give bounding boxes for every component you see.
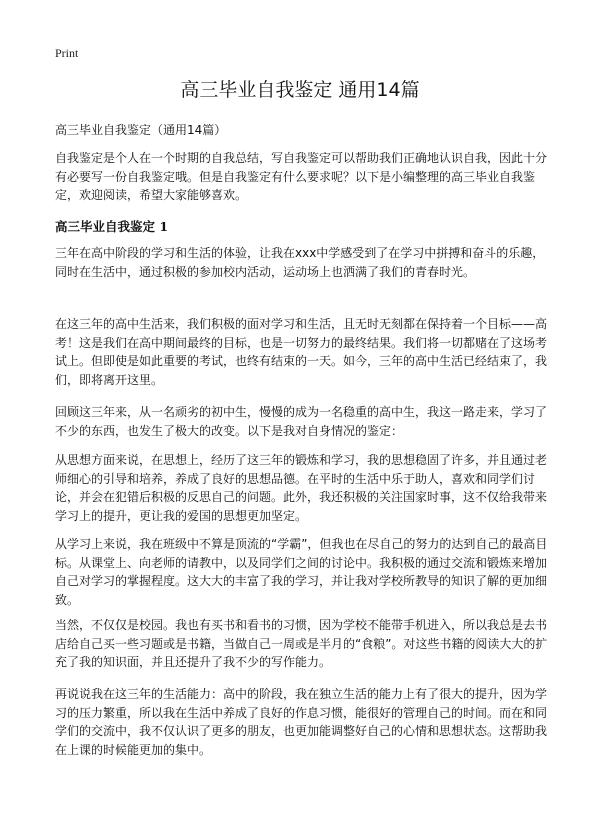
print-link[interactable]: Print xyxy=(55,46,79,60)
body-paragraph: 当然，不仅仅是校园。我也有买书和看书的习惯，因为学校不能带手机进入，所以我总是去书店给自己买一些习题或是书籍，当做自己一周或是半月的“食粮”。对这些书籍的阅读大大的扩充了我的知识面，并且还提升了我不少的写作能力。 xyxy=(55,618,548,670)
body-paragraph: 从学习上来说，我在班级中不算是顶流的“学霸”，但我也在尽自己的努力的达到自己的最高目标。从课堂上、向老师的请教中，以及同学们之间的讨论中。我积极的通过交流和锻炼来增加自己对学习的掌握程度。这大大的丰富了我的学习，并让我对学校所教导的知识了解的更加细致。 xyxy=(55,537,548,607)
body-paragraph: 三年在高中阶段的学习和生活的体验，让我在xxx中学感受到了在学习中拼搏和奋斗的乐趣，同时在生活中，通过积极的参加校内活动，运动场上也洒满了我们的青春时光。 xyxy=(55,246,545,279)
section-heading: 高三毕业自我鉴定 1 xyxy=(55,219,169,234)
body-paragraph: 在这三年的高中生活来，我们积极的面对学习和生活，且无时无刻都在保持着一个目标——高考！这是我们在高中期间最终的目标，也是一切努力的最终结果。我们将一切都赌在了这场考试上。但即使是如此重要的考试，也终有结束的一天。如今，三年的高中生活已经结束了，我们，即将离开这里。 xyxy=(55,317,548,387)
body-paragraph: 再说说我在这三年的生活能力：高中的阶段，我在独立生活的能力上有了很大的提升，因为学习的压力繁重，所以我在生活中养成了良好的作息习惯，能很好的管理自己的时间。而在和同学们的交流中，我不仅认识了更多的朋友，也更加能调整好自己的心情和思想状态。这帮助我在上课的时候能更加的集中。 xyxy=(55,687,548,757)
intro-paragraph: 自我鉴定是个人在一个时期的自我总结，写自我鉴定可以帮助我们正确地认识自我，因此十分有必要写一份自我鉴定哦。但是自我鉴定有什么要求呢？以下是小编整理的高三毕业自我鉴定，欢迎阅读，希望大家能够喜欢。 xyxy=(55,151,548,203)
subtitle: 高三毕业自我鉴定（通用14篇） xyxy=(55,123,227,137)
page-title: 高三毕业自我鉴定 通用14篇 xyxy=(180,79,420,101)
body-paragraph: 从思想方面来说，在思想上，经历了这三年的锻炼和学习，我的思想稳固了许多，并且通过老师细心的引导和培养，养成了良好的思想品德。在平时的生活中乐于助人，喜欢和同学们讨论，并会在犯错后积极的反思自己的问题。此外，我还积极的关注国家时事，这不仅给我带来学习上的提升，更让我的爱国的思想更加坚定。 xyxy=(55,453,548,523)
body-paragraph: 回顾这三年来，从一名顽劣的初中生，慢慢的成为一名稳重的高中生，我这一路走来，学习了不少的东西，也发生了极大的改变。以下是我对自身情况的鉴定： xyxy=(55,405,548,438)
